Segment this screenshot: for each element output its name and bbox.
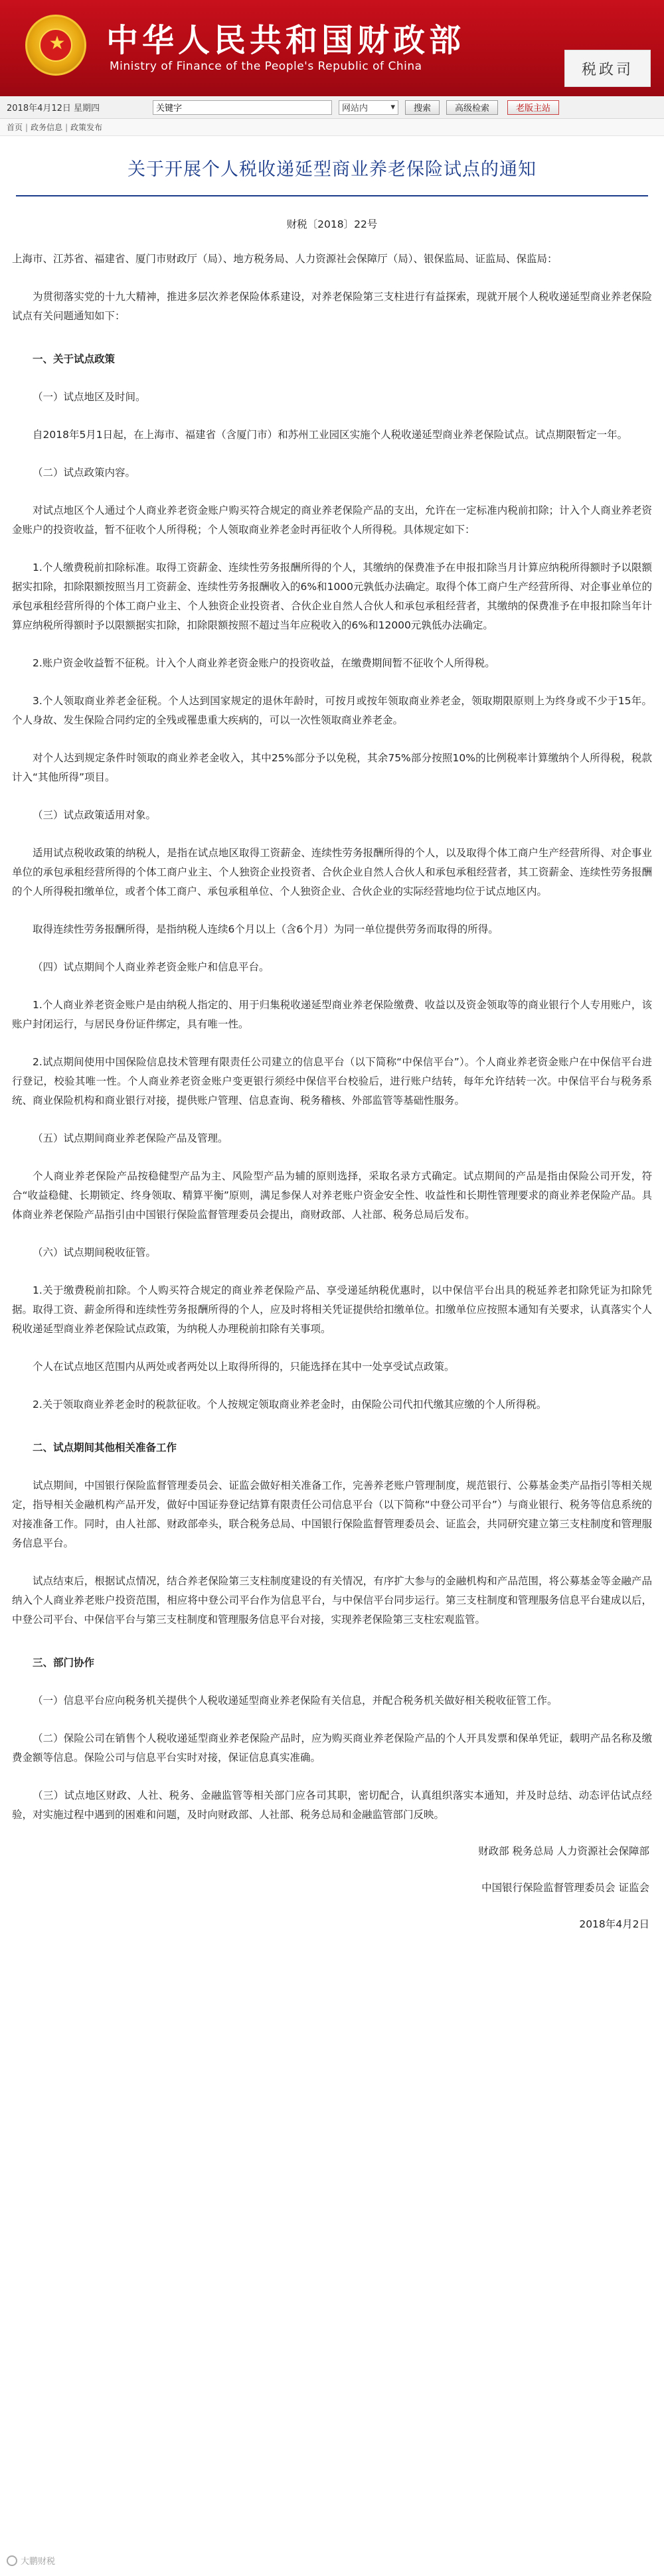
breadcrumb-link-policy[interactable]: 政策发布 [70,123,103,132]
signature-date: 2018年4月2日 [579,1918,649,1930]
department-label[interactable]: 税政司 [564,50,651,87]
breadcrumb [0,119,664,136]
paragraph: （二）试点政策内容。 [33,467,136,479]
breadcrumb-link-home[interactable]: 首页 [7,123,23,132]
paragraph: 1.关于缴费税前扣除。个人购买符合规定的商业养老保险产品、享受递延纳税优惠时，以中保信平台出具的税延养老扣除凭证为扣除凭据。取得工资、薪金所得和连续性劳务报酬所得的个人，应及时将相关凭证提供给扣缴单位。扣缴单位应按照本通知有关要求，认真落实个人税收递延型商业养老保险试点政策，为纳税人办理税前扣除有关事项。 [12,1284,652,1335]
site-title-cn[interactable]: 中华人民共和国财政部 [106,22,465,59]
section-heading: 二、试点期间其他相关准备工作 [33,1442,177,1454]
paragraph: 2.试点期间使用中国保险信息技术管理有限责任公司建立的信息平台（以下简称“中保信平台”）。个人商业养老资金账户在中保信平台进行登记，校验其唯一性。个人商业养老资金账户变更银行须经中保信平台校验后，进行账户结转，每年允许结转一次。中保信平台与税务系统、商业保险机构和商业银行对接，提供账户管理、信息查询、税务稽核、外部监管等基础性服务。 [12,1056,652,1106]
advanced-search-button[interactable]: 高级检索 [446,100,498,115]
signatory: 中国银行保险监督管理委员会 证监会 [481,1882,649,1894]
paragraph: 自2018年5月1日起，在上海市、福建省（含厦门市）和苏州工业园区实施个人税收递延型商业养老保险试点。试点期限暂定一年。 [33,429,628,441]
emblem-center [39,29,72,62]
title-divider [16,195,648,196]
paragraph: 2.关于领取商业养老金时的税款征收。个人按规定领取商业养老金时，由保险公司代扣代缴其应缴的个人所得税。 [33,1399,547,1410]
paragraph: 个人在试点地区范围内从两处或者两处以上取得所得的，只能选择在其中一处享受试点政策。 [33,1361,455,1373]
paragraph: （一）信息平台应向税务机关提供个人税收递延型商业养老保险有关信息，并配合税务机关做好相关税收征管工作。 [33,1695,558,1706]
paragraph: 1.个人缴费税前扣除标准。取得工资薪金、连续性劳务报酬所得的个人，其缴纳的保费准予在申报扣除当月计算应纳税所得额时予以限额据实扣除，扣除限额按照当月工资薪金、连续性劳务报酬收入的6%和1000元孰低办法确定。取得个体工商户生产经营所得、对企事业单位的承包承租经营所得的个体工商户业主、个人独资企业投资者、合伙企业自然人合伙人和承包承租经营者，其缴纳的保费准予在申报扣除当年计算应纳税所得额时予以限额据实扣除，扣除限额按照不超过当年应税收入的6%和12000元孰低办法确定。 [12,562,652,631]
search-button[interactable]: 搜索 [405,100,440,115]
signatory: 财政部 税务总局 人力资源社会保障部 [478,1845,649,1857]
watermark-logo-icon [7,2555,17,2566]
search-scope-select[interactable] [339,100,398,115]
search-scope-value: 网站内 [342,104,369,114]
section-heading: 一、关于试点政策 [33,353,116,365]
paragraph: 2.账户资金收益暂不征税。计入个人商业养老资金账户的投资收益，在缴费期间暂不征收个人所得税。 [33,657,495,669]
breadcrumb-separator: | [25,122,29,132]
breadcrumb-separator: | [65,122,68,132]
toolbar [0,96,664,119]
paragraph: 为贯彻落实党的十九大精神，推进多层次养老保险体系建设，对养老保险第三支柱进行有益探索，现就开展个人税收递延型商业养老保险试点有关问题通知如下： [12,291,652,322]
paragraph: （三）试点地区财政、人社、税务、金融监管等相关部门应各司其职，密切配合，认真组织落实本通知，并及时总结、动态评估试点经验，对实施过程中遇到的困难和问题，及时向财政部、人社部、税务总局和金融监管部门反映。 [12,1789,652,1821]
article [0,155,664,1934]
site-header-banner [0,0,664,96]
watermark [7,2554,55,2567]
site-title-en: Ministry of Finance of the People's Republic of China [110,60,422,73]
page-title: 关于开展个人税收递延型商业养老保险试点的通知 [127,159,537,180]
paragraph: （三）试点政策适用对象。 [33,809,157,821]
search-input[interactable] [153,100,332,115]
paragraph: 对试点地区个人通过个人商业养老资金账户购买符合规定的商业养老保险产品的支出，允许在一定标准内税前扣除；计入个人商业养老资金账户的投资收益，暂不征收个人所得税；个人领取商业养老金时再征收个人所得税。具体规定如下： [12,504,652,536]
paragraph: 适用试点税收政策的纳税人，是指在试点地区取得工资薪金、连续性劳务报酬所得的个人，以及取得个体工商户生产经营所得、对企事业单位的承包承租经营所得的个体工商户业主、个人独资企业投资者、合伙企业自然人合伙人和承包承租经营者，其工资薪金、连续性劳务报酬的个人所得税扣缴单位，或者个体工商户、承包承租单位、个人独资企业、合伙企业的实际经营地均位于试点地区内。 [12,847,652,897]
breadcrumb-link-info[interactable]: 政务信息 [31,123,63,132]
paragraph: 个人商业养老保险产品按稳健型产品为主、风险型产品为辅的原则选择，采取名录方式确定。试点期间的产品是指由保险公司开发，符合“收益稳健、长期锁定、终身领取、精算平衡”原则，满足参保人对养老账户资金安全性、收益性和长期性管理要求的商业养老保险产品。具体商业养老保险产品指引由中国银行保险监督管理委员会提出，商财政部、人社部、税务总局后发布。 [12,1170,652,1221]
article-body [0,250,664,1825]
section-heading: 三、部门协作 [33,1657,95,1669]
current-date: 2018年4月12日 星期四 [7,104,100,114]
paragraph: 取得连续性劳务报酬所得，是指纳税人连续6个月以上（含6个月）为同一单位提供劳务而取得的所得。 [33,923,499,935]
paragraph: 试点期间，中国银行保险监督管理委员会、证监会做好相关准备工作，完善养老账户管理制度，规范银行、公募基金类产品指引等相关规定，指导相关金融机构产品开发，做好中国证券登记结算有限责任公司信息平台（以下简称“中登公司平台”）与商业银行、税务等信息系统的对接准备工作。同时，由人社部、财政部牵头，联合税务总局、中国银行保险监督管理委员会、证监会，共同研究建立第三支柱制度和管理服务信息平台。 [12,1479,652,1549]
national-emblem-icon[interactable] [25,15,86,76]
emblem-star-icon: ★ [48,32,66,54]
document-number: 财税〔2018〕22号 [286,218,378,230]
paragraph: （六）试点期间税收征管。 [33,1247,157,1258]
old-version-button[interactable]: 老版主站 [507,100,559,115]
watermark-text: 大鹏财税 [21,2557,56,2567]
paragraph: 对个人达到规定条件时领取的商业养老金收入，其中25%部分予以免税，其余75%部分按照10%的比例税率计算缴纳个人所得税，税款计入“其他所得”项目。 [12,752,652,783]
paragraph: （一）试点地区及时间。 [33,391,146,403]
signature-block [0,1842,664,1934]
paragraph: 1.个人商业养老资金账户是由纳税人指定的、用于归集税收递延型商业养老保险缴费、收益以及资金领取等的商业银行个人专用账户，该账户封闭运行，与居民身份证件绑定，具有唯一性。 [12,999,652,1030]
paragraph: 3.个人领取商业养老金征税。个人达到国家规定的退休年龄时，可按月或按年领取商业养老金，领取期限原则上为终身或不少于15年。个人身故、发生保险合同约定的全残或罹患重大疾病的，可以一次性领取商业养老金。 [12,695,652,726]
paragraph: （五）试点期间商业养老保险产品及管理。 [33,1132,228,1144]
paragraph: （四）试点期间个人商业养老资金账户和信息平台。 [33,961,270,973]
paragraph: 试点结束后，根据试点情况，结合养老保险第三支柱制度建设的有关情况，有序扩大参与的金融机构和产品范围，将公募基金等金融产品纳入个人商业养老账户投资范围，相应将中登公司平台作为信息平台，与中保信平台同步运行。第三支柱制度和管理服务信息平台建成以后，中登公司平台、中保信平台与第三支柱制度和管理服务信息平台对接，实现养老保险第三支柱宏观监管。 [12,1575,652,1626]
chevron-down-icon: ▾ [390,102,395,112]
paragraph: （二）保险公司在销售个人税收递延型商业养老保险产品时，应为购买商业养老保险产品的个人开具发票和保单凭证，载明产品名称及缴费金额等信息。保险公司与信息平台实时对接，保证信息真实准确。 [12,1732,652,1764]
paragraph: 上海市、江苏省、福建省、厦门市财政厅（局）、地方税务局、人力资源社会保障厅（局）、银保监局、证监局、保监局： [12,253,558,265]
